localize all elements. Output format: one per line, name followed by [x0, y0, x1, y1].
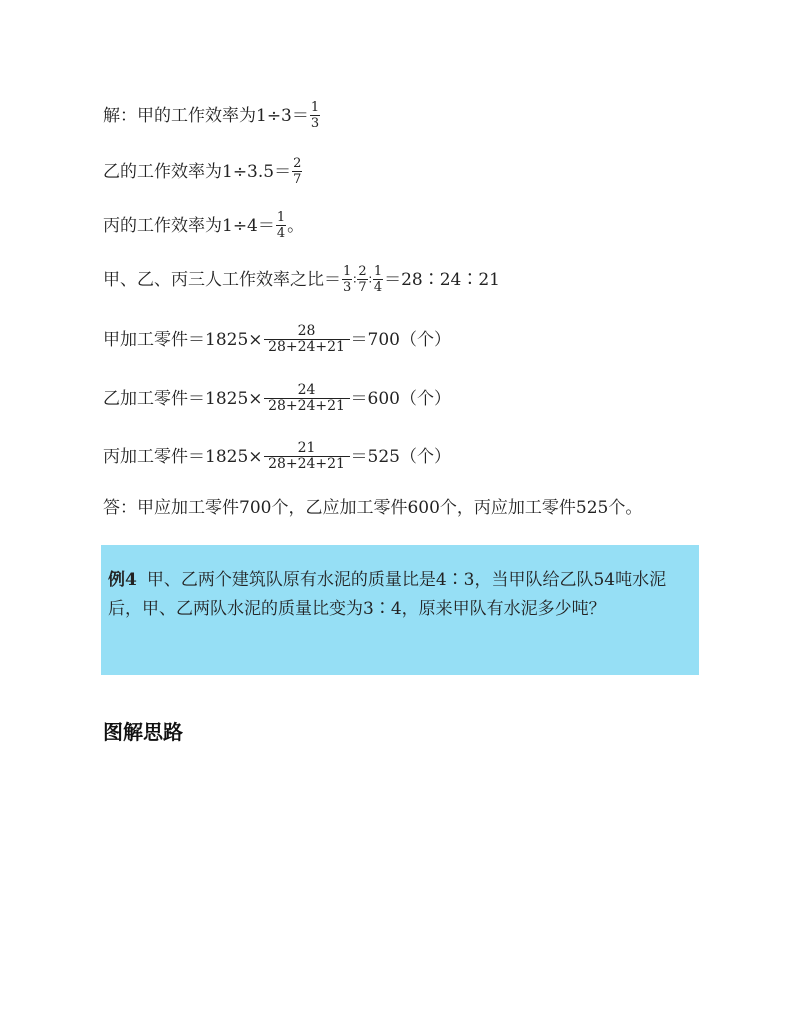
fraction: $\frac{1}{3}$: [310, 100, 320, 131]
line-text: 甲、乙、丙三人工作效率之比＝: [103, 269, 341, 290]
solution-line-4: [103, 264, 500, 295]
fraction: $\frac{2}{7}$: [358, 264, 367, 295]
line-text: 乙加工零件＝1825×: [103, 388, 263, 409]
solution-line-5: [103, 324, 451, 355]
fraction: $\frac{1}{4}$: [373, 264, 383, 295]
ratio-separator: ∶: [353, 272, 357, 287]
fraction: $\frac{1}{3}$: [343, 264, 352, 295]
line-text: 解：甲的工作效率为1÷3＝: [103, 105, 309, 126]
solution-line-2: [103, 156, 303, 187]
example-question: 甲、乙两个建筑队原有水泥的质量比是4∶3，当甲队给乙队54吨水泥后，甲、乙两队水泥的质量比变为3∶4，原来甲队有水泥多少吨？: [108, 570, 667, 619]
ratio-separator: ∶: [368, 272, 372, 287]
line-suffix: ＝28∶24∶21: [384, 269, 500, 290]
line-text: 乙的工作效率为1÷3.5＝: [103, 161, 292, 182]
example-box: [101, 545, 699, 675]
line-text: 丙加工零件＝1825×: [103, 446, 263, 467]
example-text-block: [108, 566, 698, 624]
solution-line-7: [103, 441, 451, 472]
fraction: $\frac{2}{7}$: [293, 156, 302, 187]
fraction: $\frac{1}{4}$: [276, 210, 286, 241]
solution-line-6: [103, 383, 451, 414]
solution-line-1: [103, 100, 321, 131]
line-text: 甲加工零件＝1825×: [103, 329, 263, 350]
section-title: 图解思路: [103, 720, 183, 744]
fraction: $\frac{21}{28+24+21}$: [264, 441, 350, 472]
line-text: 丙的工作效率为1÷4＝: [103, 215, 275, 236]
example-label: 例4: [108, 570, 137, 590]
line-suffix: ＝700（个）: [350, 329, 451, 350]
answer-line: [103, 498, 642, 518]
fraction: $\frac{28}{28+24+21}$: [264, 324, 350, 355]
line-suffix: ＝600（个）: [350, 388, 451, 409]
answer-text: 答：甲应加工零件700个，乙应加工零件600个，丙应加工零件525个。: [103, 498, 643, 518]
line-suffix: 。: [287, 215, 305, 236]
fraction: $\frac{24}{28+24+21}$: [264, 383, 350, 414]
solution-line-3: [103, 210, 304, 241]
line-suffix: ＝525（个）: [350, 446, 451, 467]
